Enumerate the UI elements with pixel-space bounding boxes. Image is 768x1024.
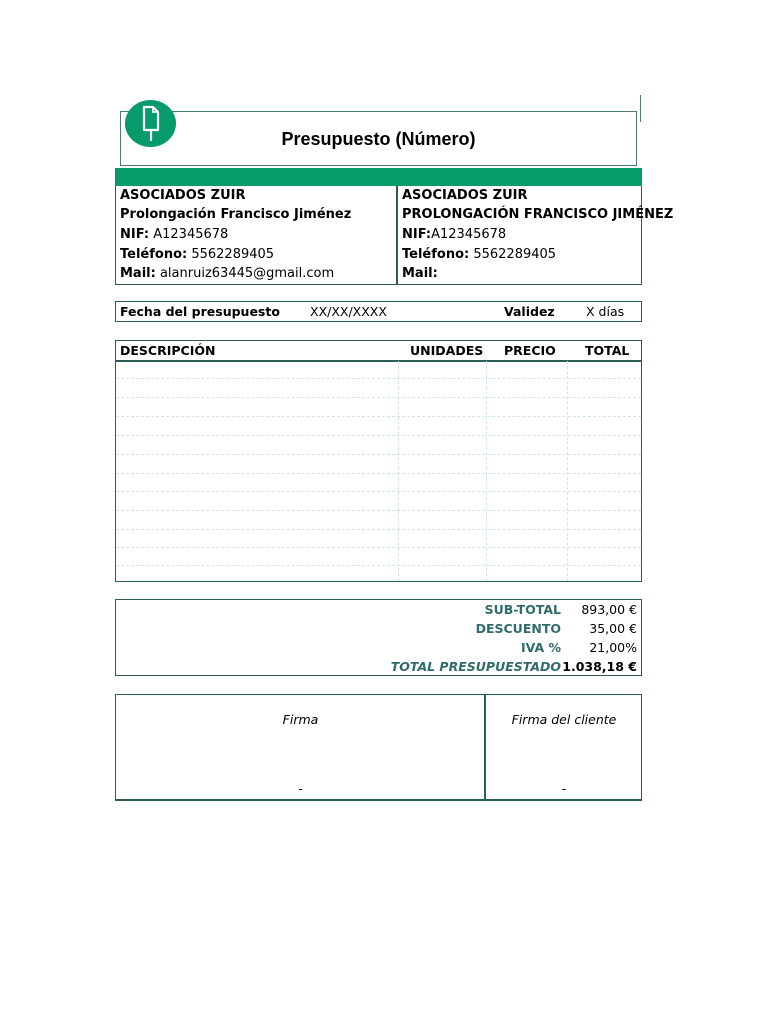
subtotal-value: 893,00 €	[581, 602, 637, 617]
header-accent-bar	[115, 168, 642, 186]
totals-box	[115, 599, 642, 676]
issuer-name: ASOCIADOS ZUIR	[120, 188, 246, 203]
table-row-line	[116, 454, 641, 455]
client-nif: A12345678	[431, 227, 507, 242]
table-column-line	[398, 361, 399, 581]
column-units: UNIDADES	[410, 343, 484, 358]
issuer-nif-label: NIF:	[120, 227, 150, 242]
info-divider	[396, 186, 398, 285]
signature-box	[115, 694, 642, 801]
client-signature-label: Firma del cliente	[511, 712, 617, 727]
iva-label: IVA %	[520, 640, 561, 655]
table-row-line	[116, 473, 641, 474]
client-nif-label: NIF:	[402, 227, 432, 242]
subtotal-label: SUB-TOTAL	[484, 602, 561, 617]
items-table	[115, 340, 642, 582]
signature-line: -	[298, 781, 303, 796]
document-pin-icon	[125, 100, 176, 147]
total-value: 1.038,18 €	[562, 659, 637, 674]
column-total: TOTAL	[585, 343, 630, 358]
signature-label: Firma	[282, 712, 319, 727]
table-row-line	[116, 547, 641, 548]
issuer-phone: 5562289405	[191, 247, 275, 262]
table-row-line	[116, 565, 641, 566]
issuer-nif: A12345678	[153, 227, 229, 242]
client-phone: 5562289405	[473, 247, 557, 262]
table-column-line	[567, 361, 568, 581]
date-value: XX/XX/XXXX	[310, 304, 387, 319]
date-label: Fecha del presupuesto	[120, 304, 280, 319]
discount-value: 35,00 €	[589, 621, 637, 636]
table-row-line	[116, 397, 641, 398]
page-title: Presupuesto (Número)	[281, 129, 476, 149]
column-price: PRECIO	[504, 343, 556, 358]
client-signature-line: -	[561, 781, 567, 796]
column-description: DESCRIPCIÓN	[120, 343, 216, 358]
table-row-line	[116, 435, 641, 436]
iva-value: 21,00%	[589, 640, 637, 655]
date-validity-row	[115, 301, 642, 322]
client-address: PROLONGACIÓN FRANCISCO JIMÉNEZ	[402, 207, 674, 222]
validity-value: X días	[586, 304, 625, 319]
client-phone-label: Teléfono:	[402, 247, 470, 262]
table-row-line	[116, 491, 641, 492]
issuer-phone-label: Teléfono:	[120, 247, 188, 262]
header-edge-line	[640, 95, 641, 122]
table-row-line	[116, 416, 641, 417]
table-row-line	[116, 510, 641, 511]
issuer-mail: alanruiz63445@gmail.com	[159, 266, 335, 281]
signature-divider	[484, 694, 486, 801]
issuer-address: Prolongación Francisco Jiménez	[120, 207, 352, 222]
client-name: ASOCIADOS ZUIR	[402, 188, 528, 203]
table-row-line	[116, 529, 641, 530]
discount-label: DESCUENTO	[475, 621, 561, 636]
table-row-line	[116, 378, 641, 379]
items-table-header	[116, 341, 641, 362]
client-mail-label: Mail:	[402, 266, 438, 281]
total-label: TOTAL PRESUPUESTADO	[390, 659, 561, 674]
table-column-line	[486, 361, 487, 581]
contact-info-box	[115, 186, 674, 285]
issuer-mail-label: Mail:	[120, 266, 156, 281]
title-box	[120, 111, 637, 166]
validity-label: Validez	[504, 304, 555, 319]
